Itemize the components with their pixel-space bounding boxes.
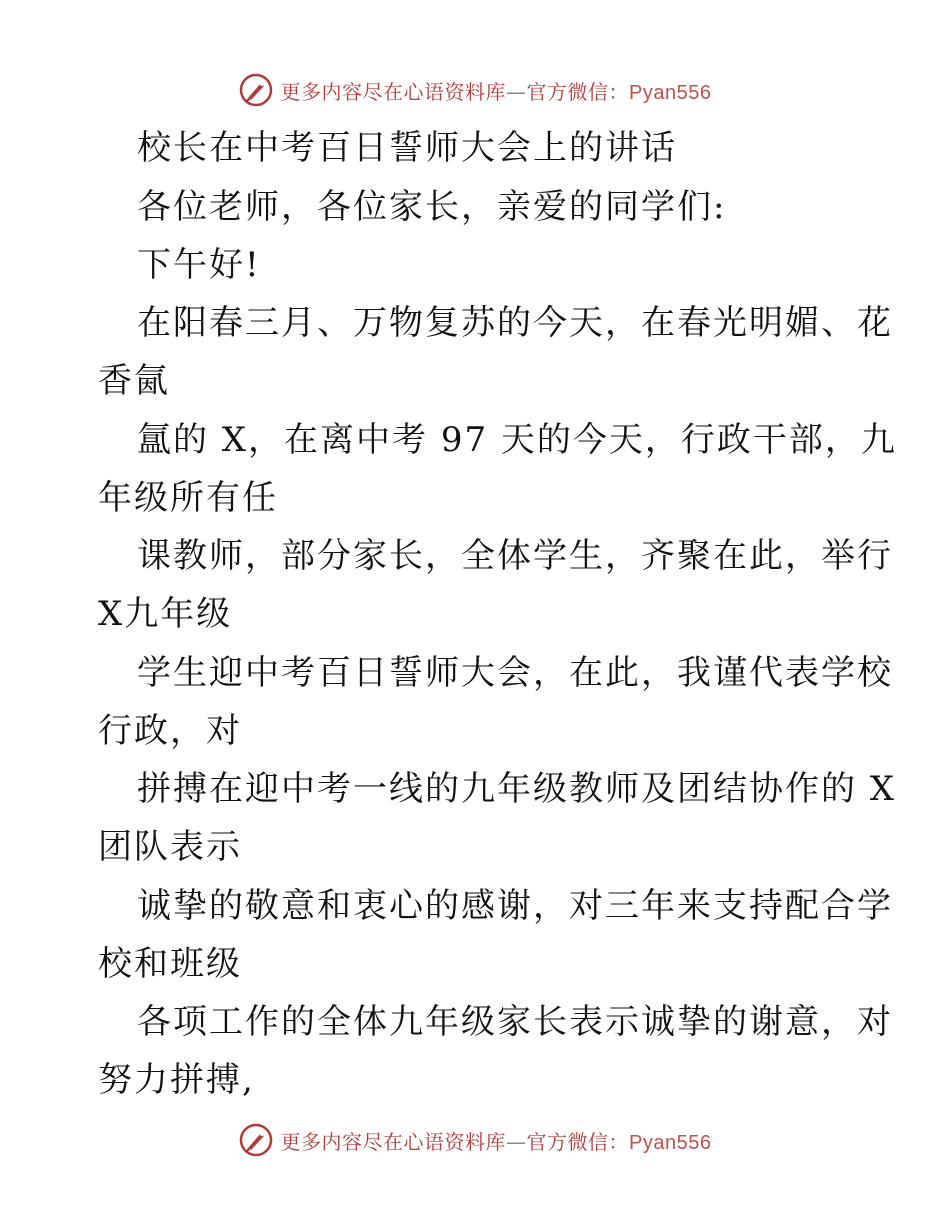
banner-wechat-id: Pyan556 (629, 1131, 712, 1154)
paragraph-line: 课教师，部分家长，全体学生，齐聚在此，举行 (137, 536, 893, 576)
banner-site-name: 更多内容尽在心语资料库 (280, 79, 507, 104)
header-watermark-banner (0, 70, 950, 110)
footer-watermark-banner (0, 1120, 950, 1160)
salutation-line: 各位老师，各位家长，亲爱的同学们: (137, 187, 727, 227)
paragraph-line: 学生迎中考百日誓师大会，在此，我谨代表学校 (137, 653, 893, 693)
banner-wechat-label: 官方微信： (526, 79, 630, 104)
paragraph-line: 努力拼搏, (98, 1060, 255, 1100)
paragraph-line: 香氤 (98, 361, 170, 401)
quill-pen-logo-icon (239, 73, 273, 107)
paragraph-line: 拼搏在迎中考一线的九年级教师及团结协作的 X (137, 769, 897, 809)
banner-separator: — (506, 1129, 527, 1154)
banner-separator: — (506, 79, 527, 104)
greeting-line: 下午好! (137, 245, 261, 285)
paragraph-line: X九年级 (98, 594, 233, 634)
paragraph-line: 氲的 X，在离中考 97 天的今天，行政干部，九 (137, 420, 897, 460)
banner-site-name: 更多内容尽在心语资料库 (280, 1129, 507, 1154)
quill-pen-logo-icon (239, 1123, 273, 1157)
paragraph-line: 团队表示 (98, 827, 242, 867)
paragraph-line: 年级所有任 (98, 478, 278, 518)
banner-wechat-id: Pyan556 (629, 81, 712, 104)
paragraph-line: 诚挚的敬意和衷心的感谢，对三年来支持配合学 (137, 886, 893, 926)
banner-text (281, 1126, 712, 1155)
banner-text (281, 76, 712, 105)
document-title: 校长在中考百日誓师大会上的讲话 (137, 128, 677, 168)
paragraph-line: 校和班级 (98, 944, 242, 984)
paragraph-line: 在阳春三月、万物复苏的今天，在春光明媚、花 (137, 303, 893, 343)
paragraph-line: 各项工作的全体九年级家长表示诚挚的谢意，对 (137, 1002, 893, 1042)
banner-wechat-label: 官方微信： (526, 1129, 630, 1154)
paragraph-line: 行政，对 (98, 711, 242, 751)
